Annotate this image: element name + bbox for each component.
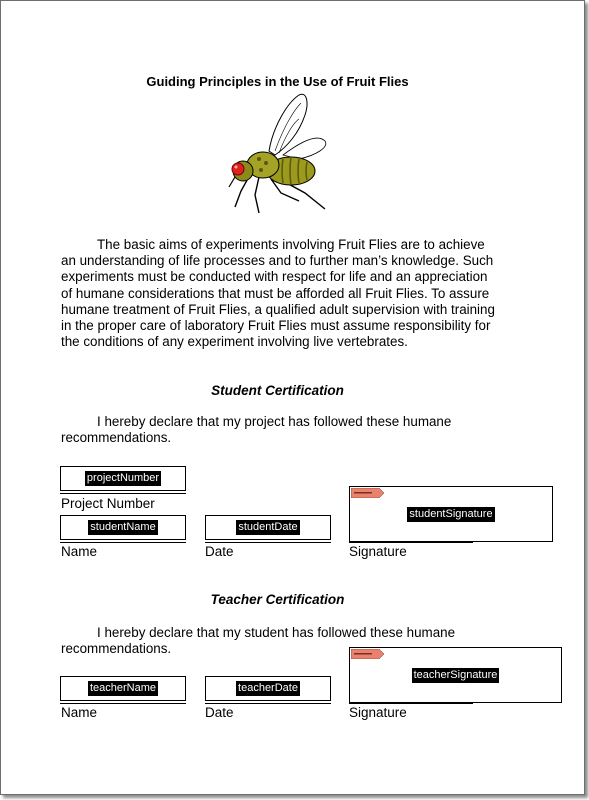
student-signature-field[interactable] xyxy=(349,486,553,542)
teacher-name-field[interactable] xyxy=(60,676,186,701)
teacher-date-underline xyxy=(205,703,331,704)
intro-paragraph: The basic aims of experiments involving Fruit Flies are to achieve an understanding of life processes and to further man’s knowledge. Such experiments must be conducted with respect for life and an appreciation of humane considerations that must be afforded all Fruit Flies. To assure humane treatment of Fruit Flies, a qualified adult supervision with training in the proper care of laboratory Fruit Flies must assume responsibility for the conditions of any experiment involving live vertebrates. xyxy=(61,237,495,350)
teacher-signature-underline xyxy=(349,703,473,704)
teacher-name-label: Name xyxy=(61,705,98,720)
student-name-field[interactable] xyxy=(60,515,186,540)
teacher-signature-field-tag: teacherSignature xyxy=(413,668,498,681)
student-signature-underline xyxy=(349,542,473,543)
student-signature-label: Signature xyxy=(349,544,407,559)
student-signature-field-tag: studentSignature xyxy=(409,507,493,520)
student-name-field-tag: studentName xyxy=(90,521,156,533)
document-title: Guiding Principles in the Use of Fruit Flies xyxy=(146,74,409,89)
fruit-fly-illustration xyxy=(221,89,333,217)
teacher-date-field[interactable] xyxy=(205,676,331,701)
signature-flag-icon xyxy=(351,488,385,498)
student-date-field[interactable] xyxy=(205,515,331,540)
student-date-label: Date xyxy=(205,544,234,559)
project-number-label: Project Number xyxy=(61,496,155,511)
teacher-name-field-tag: teacherName xyxy=(89,682,157,694)
project-number-field-tag: projectNumber xyxy=(86,472,160,484)
student-date-underline xyxy=(205,542,331,543)
teacher-statement: I hereby declare that my student has followed these humane recommendations. xyxy=(61,625,456,657)
teacher-name-underline xyxy=(60,703,186,704)
project-number-underline xyxy=(60,493,186,494)
student-name-underline xyxy=(60,542,186,543)
signature-flag-icon xyxy=(351,649,385,659)
teacher-certification-heading: Teacher Certification xyxy=(210,592,345,607)
teacher-signature-field[interactable] xyxy=(349,647,562,703)
teacher-signature-label: Signature xyxy=(349,705,407,720)
student-name-label: Name xyxy=(61,544,98,559)
project-number-field[interactable] xyxy=(60,466,186,491)
student-date-field-tag: studentDate xyxy=(238,521,298,533)
teacher-date-field-tag: teacherDate xyxy=(238,682,298,694)
student-certification-heading: Student Certification xyxy=(211,383,344,398)
student-statement: I hereby declare that my project has followed these humane recommendations. xyxy=(61,414,452,446)
teacher-date-label: Date xyxy=(205,705,234,720)
